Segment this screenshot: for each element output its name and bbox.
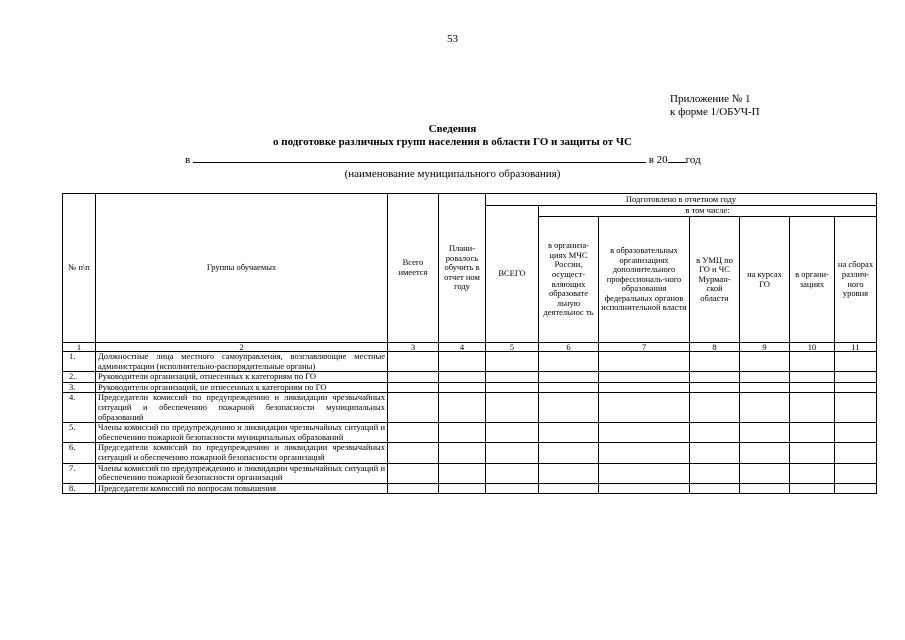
index-cell: 4 [439,343,486,352]
index-cell: 5 [486,343,539,352]
row-value-cell[interactable] [388,443,439,463]
row-value-cell[interactable] [539,463,599,483]
row-value-cell[interactable] [740,352,790,372]
header-groups: Группы обучаемых [96,194,388,343]
row-value-cell[interactable] [486,423,539,443]
index-cell: 2 [96,343,388,352]
header-all: ВСЕГО [486,206,539,343]
appendix-line-1: Приложение № 1 [670,93,751,105]
row-value-cell[interactable] [835,393,877,423]
row-number: 4. [63,393,96,423]
row-value-cell[interactable] [835,372,877,383]
row-value-cell[interactable] [388,382,439,393]
header-edu: в образовательных организациях дополнительного профессиональ-ного образования федеральных органов исполнительной власти [599,217,690,343]
row-value-cell[interactable] [486,443,539,463]
row-value-cell[interactable] [439,423,486,443]
row-value-cell[interactable] [690,352,740,372]
row-value-cell[interactable] [486,393,539,423]
table-body [63,352,877,494]
row-value-cell[interactable] [790,443,835,463]
row-group-name: Руководители организаций, не отнесенных к категориям по ГО [96,382,388,393]
row-value-cell[interactable] [740,382,790,393]
row-group-name: Председатели комиссий по вопросам повышения [96,483,388,494]
index-cell: 10 [790,343,835,352]
row-number: 1. [63,352,96,372]
year-label-post: год [685,154,701,166]
appendix-label [670,93,760,119]
header-num: № п\п [63,194,96,343]
page-number: 53 [447,33,458,45]
row-number: 2. [63,372,96,383]
row-value-cell[interactable] [835,463,877,483]
row-value-cell[interactable] [439,393,486,423]
row-number: 5. [63,423,96,443]
row-value-cell[interactable] [539,352,599,372]
row-group-name: Члены комиссий по предупреждению и ликвидации чрезвычайных ситуаций и обеспечению пожарной безопасности организаций [96,463,388,483]
row-value-cell[interactable] [690,382,740,393]
row-value-cell[interactable] [599,423,690,443]
header-courses: на курсах ГО [740,217,790,343]
row-value-cell[interactable] [539,483,599,494]
row-value-cell[interactable] [486,483,539,494]
row-value-cell[interactable] [690,443,740,463]
row-value-cell[interactable] [790,463,835,483]
row-value-cell[interactable] [690,463,740,483]
row-value-cell[interactable] [690,372,740,383]
row-value-cell[interactable] [388,372,439,383]
header-umc: в УМЦ по ГО и ЧС Мурман-ской области [690,217,740,343]
row-number: 3. [63,382,96,393]
row-value-cell[interactable] [599,382,690,393]
training-table [62,193,877,494]
row-value-cell[interactable] [599,443,690,463]
header-total: Всего имеется [388,194,439,343]
row-group-name: Должностные лица местного самоуправления, возглавляющие местные администрации (исполнительно-распорядительные органы) [96,352,388,372]
row-value-cell[interactable] [690,423,740,443]
row-value-cell[interactable] [790,393,835,423]
municipality-line [185,152,725,166]
header-including: в том числе: [539,206,877,217]
row-value-cell[interactable] [539,443,599,463]
row-value-cell[interactable] [439,382,486,393]
title-line-1: Сведения [428,123,477,135]
table-row [63,393,877,423]
row-value-cell[interactable] [835,483,877,494]
table-row [63,483,877,494]
row-value-cell[interactable] [486,463,539,483]
row-value-cell[interactable] [740,483,790,494]
index-cell: 1 [63,343,96,352]
index-cell: 9 [740,343,790,352]
row-value-cell[interactable] [486,382,539,393]
row-value-cell[interactable] [439,372,486,383]
table-row [63,352,877,372]
row-value-cell[interactable] [486,372,539,383]
index-cell: 11 [835,343,877,352]
row-value-cell[interactable] [690,393,740,423]
index-cell: 3 [388,343,439,352]
row-value-cell[interactable] [388,393,439,423]
municipality-caption: (наименование муниципального образования) [344,168,561,180]
row-value-cell[interactable] [599,483,690,494]
row-value-cell[interactable] [690,483,740,494]
header-planned: Плани-ровалось обучить в отчет ном году [439,194,486,343]
index-cell: 8 [690,343,740,352]
municipality-blank[interactable] [193,152,646,163]
row-value-cell[interactable] [439,483,486,494]
row-group-name: Члены комиссий по предупреждению и ликвидации чрезвычайных ситуаций и обеспечению пожарной безопасности муниципальных образований [96,423,388,443]
row-value-cell[interactable] [740,393,790,423]
row-value-cell[interactable] [835,443,877,463]
row-value-cell[interactable] [539,393,599,423]
row-value-cell[interactable] [790,423,835,443]
in-label: в [185,154,191,166]
row-value-cell[interactable] [740,443,790,463]
row-value-cell[interactable] [599,463,690,483]
row-value-cell[interactable] [790,382,835,393]
table-row [63,372,877,383]
table-row [63,382,877,393]
row-value-cell[interactable] [835,352,877,372]
row-group-name: Руководители организаций, отнесенных к категориям по ГО [96,372,388,383]
row-value-cell[interactable] [790,483,835,494]
row-value-cell[interactable] [388,483,439,494]
row-value-cell[interactable] [388,352,439,372]
table-row [63,423,877,443]
row-value-cell[interactable] [388,463,439,483]
index-cell: 7 [599,343,690,352]
row-value-cell[interactable] [599,393,690,423]
title-line-2: о подготовке различных групп населения в области ГО и защиты от ЧС [273,136,632,148]
row-value-cell[interactable] [835,423,877,443]
header-orgs: в органи-зациях [790,217,835,343]
row-group-name: Председатели комиссий по предупреждению и ликвидации чрезвычайных ситуаций и обеспечению пожарной безопасности муниципальных образований [96,393,388,423]
table-row [63,443,877,463]
header-gatherings: на сборах различ-ного уровня [835,217,877,343]
row-value-cell[interactable] [740,423,790,443]
document-title [0,123,905,149]
row-value-cell[interactable] [790,372,835,383]
year-label-pre: в 20 [648,154,668,166]
row-value-cell[interactable] [539,423,599,443]
row-value-cell[interactable] [740,463,790,483]
row-value-cell[interactable] [539,382,599,393]
row-value-cell[interactable] [835,382,877,393]
row-value-cell[interactable] [740,372,790,383]
row-number: 7. [63,463,96,483]
row-value-cell[interactable] [439,463,486,483]
row-value-cell[interactable] [790,352,835,372]
year-blank[interactable] [668,152,686,163]
index-cell: 6 [539,343,599,352]
row-number: 6. [63,443,96,463]
row-value-cell[interactable] [599,372,690,383]
appendix-line-2: к форме 1/ОБУЧ-П [670,106,760,118]
row-number: 8. [63,483,96,494]
header-mchs: в организа-циях МЧС России, осущест-вляющих образовате льную деятельнос ть [539,217,599,343]
row-value-cell[interactable] [388,423,439,443]
row-value-cell[interactable] [599,352,690,372]
row-value-cell[interactable] [439,443,486,463]
header-trained: Подготовлено в отчетном году [486,194,877,206]
row-value-cell[interactable] [439,352,486,372]
row-value-cell[interactable] [486,352,539,372]
row-value-cell[interactable] [539,372,599,383]
row-group-name: Председатели комиссий по предупреждению и ликвидации чрезвычайных ситуаций и обеспечению пожарной безопасности организаций [96,443,388,463]
table-row [63,463,877,483]
